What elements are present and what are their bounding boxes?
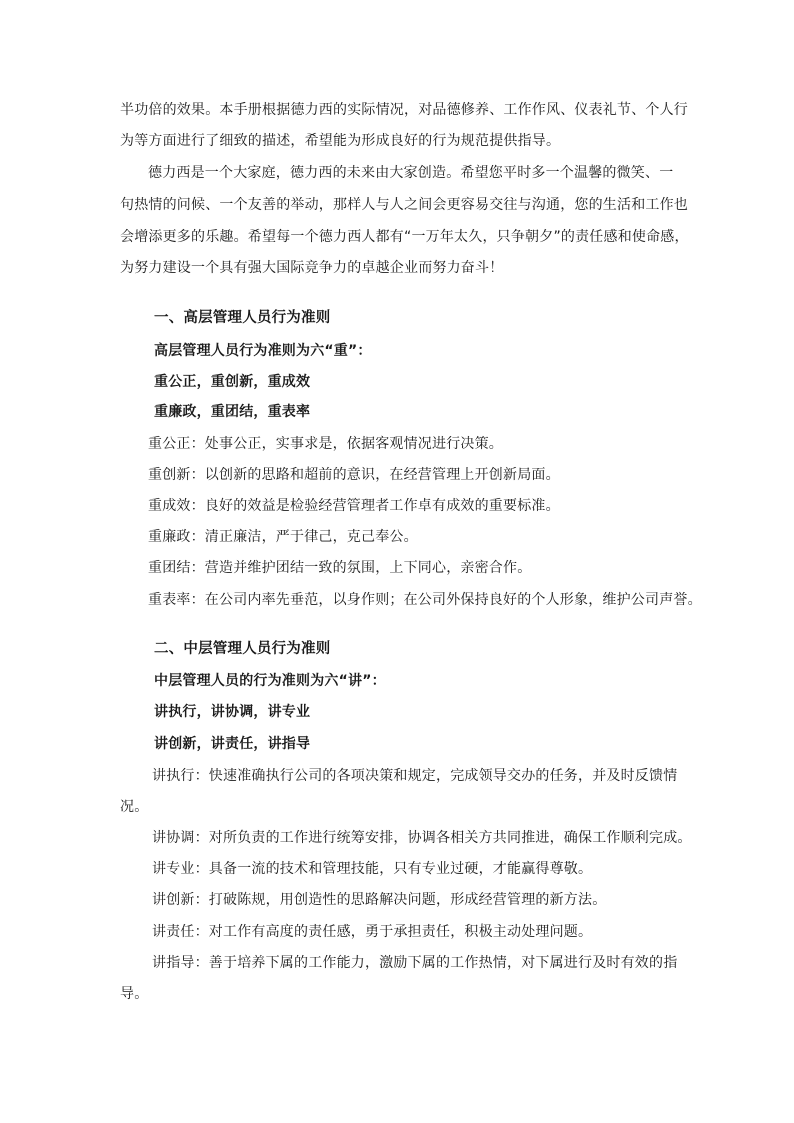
section-2-item-5: 讲责任：对工作有高度的责任感，勇于承担责任，积极主动处理问题。 bbox=[152, 924, 593, 940]
section-1-item-2: 重创新：以创新的思路和超前的意识，在经营管理上开创新局面。 bbox=[148, 467, 560, 483]
section-2-item-1-line-2: 况。 bbox=[120, 799, 149, 815]
section-1-motto-1: 重公正，重创新，重成效 bbox=[154, 374, 311, 390]
section-2-motto-1: 讲执行，讲协调，讲专业 bbox=[154, 704, 311, 720]
section-1-item-4: 重廉政：清正廉洁，严于律己，克己奉公。 bbox=[148, 529, 418, 545]
section-1-motto-2: 重廉政，重团结，重表率 bbox=[154, 404, 311, 420]
section-1-summary: 高层管理人员行为准则为六“重”： bbox=[154, 343, 372, 359]
section-2-summary: 中层管理人员的行为准则为六“讲”： bbox=[154, 673, 386, 689]
section-1-item-1: 重公正：处事公正，实事求是，依据客观情况进行决策。 bbox=[148, 436, 503, 452]
section-2-item-2: 讲协调：对所负责的工作进行统筹安排，协调各相关方共同推进，确保工作顺利完成。 bbox=[152, 830, 692, 846]
section-2-motto-2: 讲创新，讲责任，讲指导 bbox=[154, 736, 311, 752]
section-1-item-6: 重表率：在公司内率先垂范，以身作则；在公司外保持良好的个人形象，维护公司声誉。 bbox=[148, 592, 702, 608]
intro-paragraph-2-line-2: 句热情的问候、一个友善的举动，那样人与人之间会更容易交往与沟通，您的生活和工作也 bbox=[120, 197, 688, 213]
section-2-item-4: 讲创新：打破陈规，用创造性的思路解决问题，形成经营管理的新方法。 bbox=[152, 892, 607, 908]
intro-paragraph-2-line-3: 会增添更多的乐趣。希望每一个德力西人都有“一万年太久，只争朝夕”的责任感和使命感， bbox=[120, 229, 689, 245]
section-1-item-5: 重团结：营造并维护团结一致的氛围，上下同心，亲密合作。 bbox=[148, 560, 532, 576]
section-2-item-6-line-1: 讲指导：善于培养下属的工作能力，激励下属的工作热情，对下属进行及时有效的指 bbox=[152, 955, 678, 971]
section-1-heading: 一、高层管理人员行为准则 bbox=[154, 310, 331, 326]
section-1-item-3: 重成效：良好的效益是检验经营管理者工作卓有成效的重要标准。 bbox=[148, 498, 560, 514]
intro-paragraph-1-line-2: 为等方面进行了细致的描述，希望能为形成良好的行为规范提供指导。 bbox=[120, 133, 561, 149]
section-2-item-3: 讲专业：具备一流的技术和管理技能，只有专业过硬，才能赢得尊敬。 bbox=[152, 861, 593, 877]
intro-paragraph-2-line-1: 德力西是一个大家庭，德力西的未来由大家创造。希望您平时多一个温馨的微笑、一 bbox=[148, 165, 674, 181]
intro-paragraph-1-line-1: 半功倍的效果。本手册根据德力西的实际情况，对品德修养、工作作风、仪表礼节、个人行 bbox=[120, 102, 688, 118]
intro-paragraph-2-line-4: 为努力建设一个具有强大国际竞争力的卓越企业而努力奋斗！ bbox=[120, 260, 504, 276]
section-2-item-1-line-1: 讲执行：快速准确执行公司的各项决策和规定，完成领导交办的任务，并及时反馈情 bbox=[152, 768, 678, 784]
section-2-heading: 二、中层管理人员行为准则 bbox=[154, 641, 331, 657]
section-2-item-6-line-2: 导。 bbox=[120, 986, 149, 1002]
